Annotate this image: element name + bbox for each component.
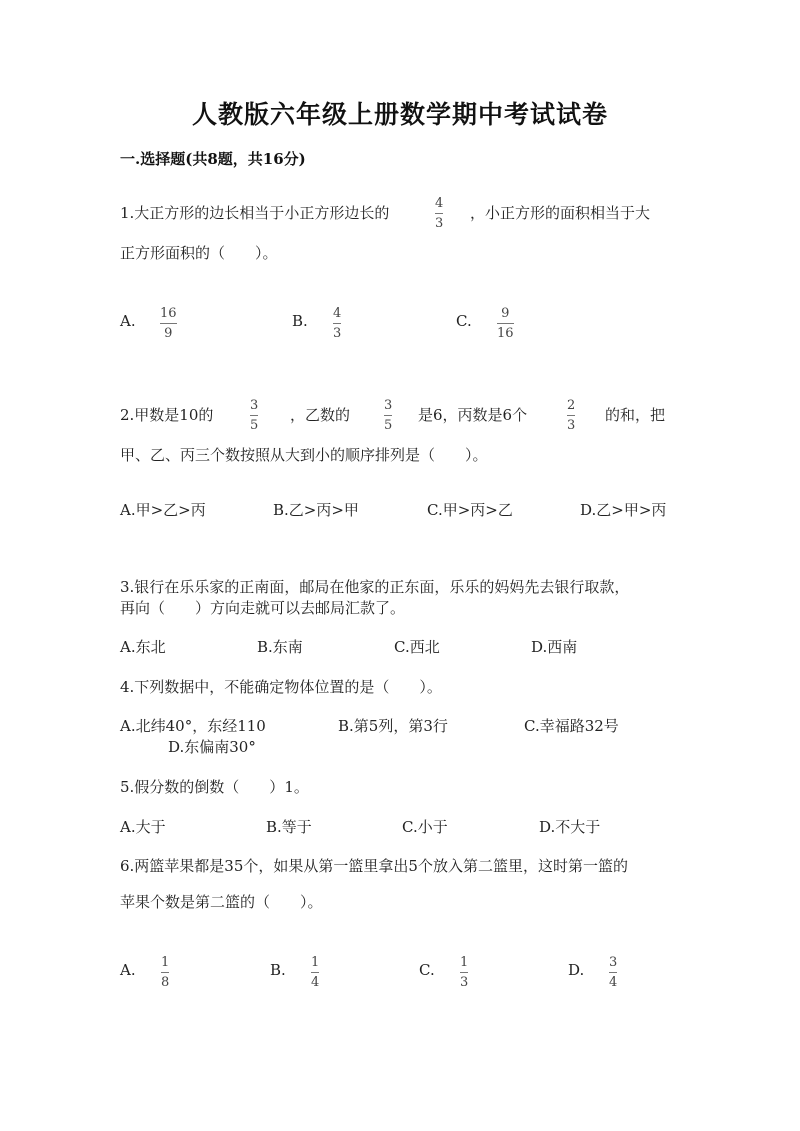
fraction-numerator: 1 [460, 955, 469, 970]
fraction-denominator: 3 [435, 216, 444, 231]
fraction-bar [250, 415, 258, 416]
fraction-numerator: 3 [609, 955, 618, 970]
fraction-denominator: 3 [567, 418, 576, 433]
option-fraction [161, 955, 169, 990]
q1-text-part-a: 1.大正方形的边长相当于小正方形边长的 [120, 204, 390, 222]
q3-option-d[interactable]: D.西南 [531, 638, 578, 656]
fraction-numerator: 4 [435, 196, 444, 211]
fraction-denominator: 3 [333, 326, 342, 341]
fraction-bar [497, 323, 514, 324]
option-fraction [497, 306, 514, 341]
fraction-bar [311, 972, 319, 973]
fraction-bar [460, 972, 468, 973]
q4-option-d[interactable]: D.东偏南30° [168, 738, 256, 756]
q1-text-part-c: 正方形面积的（ ）。 [120, 244, 278, 262]
fraction-bar [161, 972, 169, 973]
q2-option-a[interactable]: A.甲>乙>丙 [120, 501, 206, 519]
q2-text-part-c: 是6，丙数是6个 [418, 406, 528, 424]
section-heading: 一.选择题(共8题，共16分) [120, 150, 306, 168]
page-title: 人教版六年级上册数学期中考试试卷 [191, 100, 608, 129]
q3-option-c[interactable]: C.西北 [394, 638, 440, 656]
fraction-denominator: 16 [497, 326, 514, 341]
option-label: B. [292, 312, 308, 330]
q4-option-a[interactable]: A.北纬40°，东经110 [120, 717, 266, 735]
fraction-bar [609, 972, 617, 973]
fraction-bar [384, 415, 392, 416]
fraction-bar [160, 323, 177, 324]
fraction-numerator: 3 [384, 398, 393, 413]
fraction-bar [333, 323, 341, 324]
fraction-numerator: 3 [250, 398, 259, 413]
fraction-denominator: 9 [164, 326, 173, 341]
option-label: B. [270, 961, 286, 979]
fraction-denominator: 3 [460, 975, 469, 990]
q2-fraction-1 [250, 398, 258, 433]
q3-option-b[interactable]: B.东南 [257, 638, 303, 656]
option-label: C. [456, 312, 472, 330]
q2-option-c[interactable]: C.甲>丙>乙 [427, 501, 513, 519]
q4-option-c[interactable]: C.幸福路32号 [524, 717, 619, 735]
q5-text: 5.假分数的倒数（ ）1。 [120, 778, 309, 796]
q5-option-a[interactable]: A.大于 [120, 818, 166, 836]
fraction-denominator: 4 [311, 975, 320, 990]
q6-text-line-2: 苹果个数是第二篮的（ ）。 [120, 893, 323, 911]
q2-fraction-2 [384, 398, 392, 433]
fraction-bar [435, 213, 443, 214]
q5-option-b[interactable]: B.等于 [266, 818, 312, 836]
q2-option-b[interactable]: B.乙>丙>甲 [273, 501, 359, 519]
q2-text-part-b: ，乙数的 [290, 406, 351, 424]
option-label: D. [568, 961, 585, 979]
q3-option-a[interactable]: A.东北 [120, 638, 166, 656]
q2-text-part-d: 的和，把 [605, 406, 666, 424]
fraction-numerator: 4 [333, 306, 342, 321]
fraction-denominator: 4 [609, 975, 618, 990]
q2-option-d[interactable]: D.乙>甲>丙 [580, 501, 667, 519]
option-label: A. [120, 312, 136, 330]
q5-option-d[interactable]: D.不大于 [539, 818, 601, 836]
option-fraction [460, 955, 468, 990]
option-label: C. [419, 961, 435, 979]
q4-text: 4.下列数据中，不能确定物体位置的是（ ）。 [120, 678, 442, 696]
option-fraction [311, 955, 319, 990]
option-fraction [609, 955, 617, 990]
q2-text-part-e: 甲、乙、丙三个数按照从大到小的顺序排列是（ ）。 [120, 446, 488, 464]
fraction-denominator: 5 [384, 418, 393, 433]
fraction-numerator: 2 [567, 398, 576, 413]
q6-text-line-1: 6.两篮苹果都是35个，如果从第一篮里拿出5个放入第二篮里，这时第一篮的 [120, 857, 628, 875]
fraction-numerator: 1 [161, 955, 170, 970]
q2-fraction-3 [567, 398, 575, 433]
q1-text-part-b: ，小正方形的面积相当于大 [470, 204, 651, 222]
q3-text-line-1: 3.银行在乐乐家的正南面，邮局在他家的正东面，乐乐的妈妈先去银行取款， [120, 578, 630, 596]
fraction-numerator: 9 [501, 306, 510, 321]
option-fraction [160, 306, 177, 341]
q1-fraction [435, 196, 443, 231]
q4-option-b[interactable]: B.第5列，第3行 [338, 717, 448, 735]
q3-text-line-2: 再向（ ）方向走就可以去邮局汇款了。 [120, 599, 406, 617]
q5-option-c[interactable]: C.小于 [402, 818, 448, 836]
q2-text-part-a: 2.甲数是10的 [120, 406, 214, 424]
fraction-denominator: 8 [161, 975, 170, 990]
fraction-numerator: 16 [160, 306, 177, 321]
fraction-bar [567, 415, 575, 416]
option-fraction [333, 306, 341, 341]
fraction-numerator: 1 [311, 955, 320, 970]
fraction-denominator: 5 [250, 418, 259, 433]
option-label: A. [120, 961, 136, 979]
